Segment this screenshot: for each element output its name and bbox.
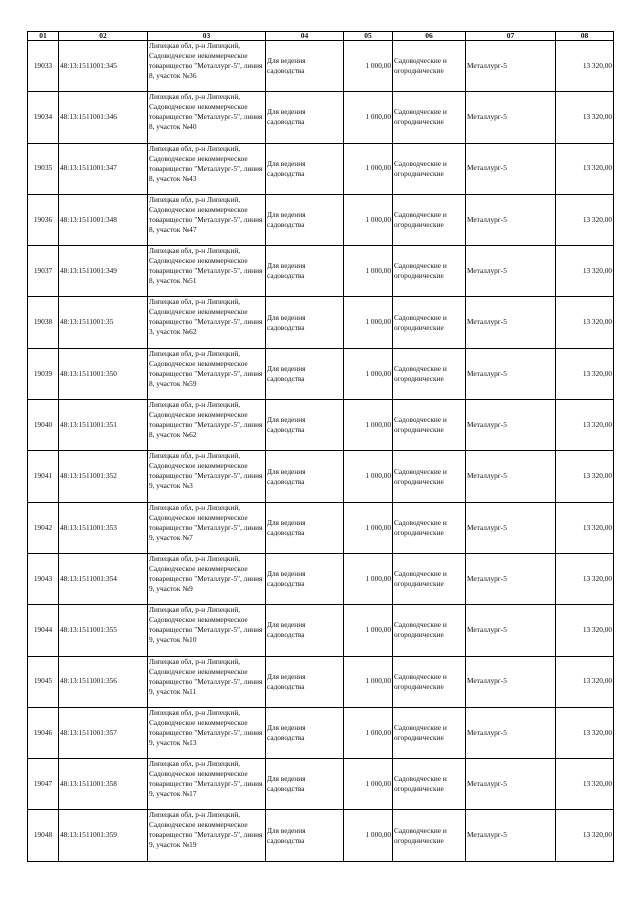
category-cell: Садоводческие и огороднические bbox=[393, 759, 466, 810]
table-row bbox=[28, 246, 614, 297]
address-cell bbox=[148, 605, 266, 656]
cadastral-number-cell: 48:13:1511001:352 bbox=[59, 451, 148, 502]
row-number-cell: 19043 bbox=[28, 553, 59, 604]
cadastral-number-cell: 48:13:1511001:347 bbox=[59, 143, 148, 194]
row-number-cell: 19036 bbox=[28, 194, 59, 245]
address-cell bbox=[148, 348, 266, 399]
cadastral-number-cell: 48:13:1511001:354 bbox=[59, 553, 148, 604]
table-row bbox=[28, 400, 614, 451]
address-text: Липецкая обл, р-н Липецкий, Садоводческое некоммерческое товарищество "Металлург-5", линия 9, участок №13 bbox=[149, 707, 263, 747]
column-header: 05 bbox=[344, 32, 393, 41]
association-cell: Металлург-5 bbox=[466, 605, 556, 656]
category-cell: Садоводческие и огороднические bbox=[393, 400, 466, 451]
table-row bbox=[28, 143, 614, 194]
column-header: 03 bbox=[148, 32, 266, 41]
address-text: Липецкая обл, р-н Липецкий, Садоводческое некоммерческое товарищество "Металлург-5", линия 9, участок №11 bbox=[149, 656, 263, 696]
area-cell: 1 000,00 bbox=[344, 605, 393, 656]
association-cell: Металлург-5 bbox=[466, 297, 556, 348]
purpose-cell: Для ведения садоводства bbox=[266, 246, 344, 297]
address-text: Липецкая обл, р-н Липецкий, Садоводческое некоммерческое товарищество "Металлург-5", линия 3, участок №62 bbox=[149, 297, 263, 337]
table-row bbox=[28, 759, 614, 810]
table-body bbox=[28, 41, 614, 862]
purpose-cell: Для ведения садоводства bbox=[266, 605, 344, 656]
association-cell: Металлург-5 bbox=[466, 348, 556, 399]
address-text: Липецкая обл, р-н Липецкий, Садоводческое некоммерческое товарищество "Металлург-5", линия 8, участок №62 bbox=[149, 400, 263, 440]
purpose-cell: Для ведения садоводства bbox=[266, 41, 344, 92]
association-cell: Металлург-5 bbox=[466, 707, 556, 758]
address-text: Липецкая обл, р-н Липецкий, Садоводческое некоммерческое товарищество "Металлург-5", линия 8, участок №51 bbox=[149, 246, 263, 286]
table-row bbox=[28, 194, 614, 245]
category-cell: Садоводческие и огороднические bbox=[393, 297, 466, 348]
association-cell: Металлург-5 bbox=[466, 143, 556, 194]
address-cell bbox=[148, 810, 266, 861]
category-cell: Садоводческие и огороднические bbox=[393, 553, 466, 604]
association-cell: Металлург-5 bbox=[466, 502, 556, 553]
address-text: Липецкая обл, р-н Липецкий, Садоводческое некоммерческое товарищество "Металлург-5", линия 8, участок №36 bbox=[149, 41, 263, 80]
cadastral-value-cell: 13 320,00 bbox=[556, 810, 614, 861]
document-page bbox=[27, 31, 614, 862]
purpose-cell: Для ведения садоводства bbox=[266, 759, 344, 810]
address-text: Липецкая обл, р-н Липецкий, Садоводческое некоммерческое товарищество "Металлург-5", линия 9, участок №10 bbox=[149, 605, 263, 645]
row-number-cell: 19042 bbox=[28, 502, 59, 553]
purpose-cell: Для ведения садоводства bbox=[266, 707, 344, 758]
area-cell: 1 000,00 bbox=[344, 810, 393, 861]
cadastral-value-cell: 13 320,00 bbox=[556, 707, 614, 758]
address-text: Липецкая обл, р-н Липецкий, Садоводческое некоммерческое товарищество "Металлург-5", линия 8, участок №47 bbox=[149, 194, 263, 234]
address-cell bbox=[148, 502, 266, 553]
cadastral-number-cell: 48:13:1511001:357 bbox=[59, 707, 148, 758]
association-cell: Металлург-5 bbox=[466, 656, 556, 707]
row-number-cell: 19048 bbox=[28, 810, 59, 861]
address-cell bbox=[148, 451, 266, 502]
area-cell: 1 000,00 bbox=[344, 451, 393, 502]
category-cell: Садоводческие и огороднические bbox=[393, 810, 466, 861]
cadastral-value-cell: 13 320,00 bbox=[556, 553, 614, 604]
cadastral-number-cell: 48:13:1511001:359 bbox=[59, 810, 148, 861]
row-number-cell: 19046 bbox=[28, 707, 59, 758]
category-cell: Садоводческие и огороднические bbox=[393, 143, 466, 194]
column-header: 02 bbox=[59, 32, 148, 41]
cadastral-number-cell: 48:13:1511001:346 bbox=[59, 92, 148, 143]
cadastral-number-cell: 48:13:1511001:356 bbox=[59, 656, 148, 707]
area-cell: 1 000,00 bbox=[344, 502, 393, 553]
association-cell: Металлург-5 bbox=[466, 92, 556, 143]
table-row bbox=[28, 707, 614, 758]
cadastral-value-cell: 13 320,00 bbox=[556, 759, 614, 810]
cadastral-value-cell: 13 320,00 bbox=[556, 143, 614, 194]
row-number-cell: 19041 bbox=[28, 451, 59, 502]
cadastral-number-cell: 48:13:1511001:351 bbox=[59, 400, 148, 451]
association-cell: Металлург-5 bbox=[466, 451, 556, 502]
area-cell: 1 000,00 bbox=[344, 400, 393, 451]
association-cell: Металлург-5 bbox=[466, 400, 556, 451]
address-text: Липецкая обл, р-н Липецкий, Садоводческое некоммерческое товарищество "Металлург-5", линия 9, участок №17 bbox=[149, 759, 263, 799]
category-cell: Садоводческие и огороднические bbox=[393, 348, 466, 399]
table-row bbox=[28, 605, 614, 656]
purpose-cell: Для ведения садоводства bbox=[266, 400, 344, 451]
association-cell: Металлург-5 bbox=[466, 41, 556, 92]
row-number-cell: 19037 bbox=[28, 246, 59, 297]
address-cell bbox=[148, 41, 266, 92]
cadastral-value-cell: 13 320,00 bbox=[556, 41, 614, 92]
area-cell: 1 000,00 bbox=[344, 553, 393, 604]
column-header: 07 bbox=[466, 32, 556, 41]
cadastral-value-cell: 13 320,00 bbox=[556, 605, 614, 656]
row-number-cell: 19038 bbox=[28, 297, 59, 348]
land-plots-table bbox=[27, 31, 614, 862]
area-cell: 1 000,00 bbox=[344, 246, 393, 297]
address-text: Липецкая обл, р-н Липецкий, Садоводческое некоммерческое товарищество "Металлург-5", линия 9, участок №3 bbox=[149, 451, 263, 491]
address-text: Липецкая обл, р-н Липецкий, Садоводческое некоммерческое товарищество "Металлург-5", линия 8, участок №59 bbox=[149, 348, 263, 388]
address-text: Липецкая обл, р-н Липецкий, Садоводческое некоммерческое товарищество "Металлург-5", линия 8, участок №40 bbox=[149, 92, 263, 132]
category-cell: Садоводческие и огороднические bbox=[393, 605, 466, 656]
cadastral-value-cell: 13 320,00 bbox=[556, 246, 614, 297]
table-row bbox=[28, 553, 614, 604]
cadastral-number-cell: 48:13:1511001:349 bbox=[59, 246, 148, 297]
table-row bbox=[28, 502, 614, 553]
address-text: Липецкая обл, р-н Липецкий, Садоводческое некоммерческое товарищество "Металлург-5", линия 8, участок №43 bbox=[149, 143, 263, 183]
association-cell: Металлург-5 bbox=[466, 759, 556, 810]
cadastral-number-cell: 48:13:1511001:348 bbox=[59, 194, 148, 245]
purpose-cell: Для ведения садоводства bbox=[266, 451, 344, 502]
column-header: 01 bbox=[28, 32, 59, 41]
table-row bbox=[28, 297, 614, 348]
purpose-cell: Для ведения садоводства bbox=[266, 297, 344, 348]
table-row bbox=[28, 810, 614, 861]
row-number-cell: 19039 bbox=[28, 348, 59, 399]
cadastral-value-cell: 13 320,00 bbox=[556, 656, 614, 707]
association-cell: Металлург-5 bbox=[466, 246, 556, 297]
cadastral-number-cell: 48:13:1511001:35 bbox=[59, 297, 148, 348]
cadastral-value-cell: 13 320,00 bbox=[556, 92, 614, 143]
address-text: Липецкая обл, р-н Липецкий, Садоводческое некоммерческое товарищество "Металлург-5", линия 9, участок №7 bbox=[149, 502, 263, 542]
address-cell bbox=[148, 707, 266, 758]
area-cell: 1 000,00 bbox=[344, 297, 393, 348]
category-cell: Садоводческие и огороднические bbox=[393, 451, 466, 502]
cadastral-value-cell: 13 320,00 bbox=[556, 194, 614, 245]
category-cell: Садоводческие и огороднические bbox=[393, 656, 466, 707]
column-header: 08 bbox=[556, 32, 614, 41]
row-number-cell: 19044 bbox=[28, 605, 59, 656]
address-cell bbox=[148, 400, 266, 451]
area-cell: 1 000,00 bbox=[344, 707, 393, 758]
association-cell: Металлург-5 bbox=[466, 553, 556, 604]
address-cell bbox=[148, 143, 266, 194]
cadastral-number-cell: 48:13:1511001:345 bbox=[59, 41, 148, 92]
cadastral-number-cell: 48:13:1511001:355 bbox=[59, 605, 148, 656]
cadastral-value-cell: 13 320,00 bbox=[556, 502, 614, 553]
table-row bbox=[28, 41, 614, 92]
category-cell: Садоводческие и огороднические bbox=[393, 707, 466, 758]
row-number-cell: 19040 bbox=[28, 400, 59, 451]
area-cell: 1 000,00 bbox=[344, 759, 393, 810]
table-row bbox=[28, 348, 614, 399]
cadastral-value-cell: 13 320,00 bbox=[556, 400, 614, 451]
column-header: 06 bbox=[393, 32, 466, 41]
association-cell: Металлург-5 bbox=[466, 194, 556, 245]
cadastral-number-cell: 48:13:1511001:350 bbox=[59, 348, 148, 399]
address-cell bbox=[148, 92, 266, 143]
row-number-cell: 19047 bbox=[28, 759, 59, 810]
row-number-cell: 19034 bbox=[28, 92, 59, 143]
category-cell: Садоводческие и огороднические bbox=[393, 194, 466, 245]
address-cell bbox=[148, 759, 266, 810]
purpose-cell: Для ведения садоводства bbox=[266, 656, 344, 707]
cadastral-value-cell: 13 320,00 bbox=[556, 451, 614, 502]
row-number-cell: 19045 bbox=[28, 656, 59, 707]
area-cell: 1 000,00 bbox=[344, 92, 393, 143]
area-cell: 1 000,00 bbox=[344, 41, 393, 92]
address-cell bbox=[148, 553, 266, 604]
cadastral-value-cell: 13 320,00 bbox=[556, 297, 614, 348]
address-text: Липецкая обл, р-н Липецкий, Садоводческое некоммерческое товарищество "Металлург-5", линия 9, участок №19 bbox=[149, 810, 263, 850]
row-number-cell: 19035 bbox=[28, 143, 59, 194]
address-cell bbox=[148, 194, 266, 245]
address-cell bbox=[148, 297, 266, 348]
table-row bbox=[28, 451, 614, 502]
area-cell: 1 000,00 bbox=[344, 656, 393, 707]
table-header-row bbox=[28, 32, 614, 41]
purpose-cell: Для ведения садоводства bbox=[266, 348, 344, 399]
cadastral-number-cell: 48:13:1511001:353 bbox=[59, 502, 148, 553]
purpose-cell: Для ведения садоводства bbox=[266, 92, 344, 143]
area-cell: 1 000,00 bbox=[344, 194, 393, 245]
purpose-cell: Для ведения садоводства bbox=[266, 143, 344, 194]
association-cell: Металлург-5 bbox=[466, 810, 556, 861]
category-cell: Садоводческие и огороднические bbox=[393, 41, 466, 92]
row-number-cell: 19033 bbox=[28, 41, 59, 92]
address-cell bbox=[148, 656, 266, 707]
area-cell: 1 000,00 bbox=[344, 143, 393, 194]
purpose-cell: Для ведения садоводства bbox=[266, 502, 344, 553]
area-cell: 1 000,00 bbox=[344, 348, 393, 399]
cadastral-value-cell: 13 320,00 bbox=[556, 348, 614, 399]
category-cell: Садоводческие и огороднические bbox=[393, 502, 466, 553]
category-cell: Садоводческие и огороднические bbox=[393, 92, 466, 143]
category-cell: Садоводческие и огороднические bbox=[393, 246, 466, 297]
address-text: Липецкая обл, р-н Липецкий, Садоводческое некоммерческое товарищество "Металлург-5", линия 9, участок №9 bbox=[149, 553, 263, 593]
table-row bbox=[28, 656, 614, 707]
cadastral-number-cell: 48:13:1511001:358 bbox=[59, 759, 148, 810]
purpose-cell: Для ведения садоводства bbox=[266, 194, 344, 245]
table-row bbox=[28, 92, 614, 143]
purpose-cell: Для ведения садоводства bbox=[266, 810, 344, 861]
address-cell bbox=[148, 246, 266, 297]
purpose-cell: Для ведения садоводства bbox=[266, 553, 344, 604]
column-header: 04 bbox=[266, 32, 344, 41]
